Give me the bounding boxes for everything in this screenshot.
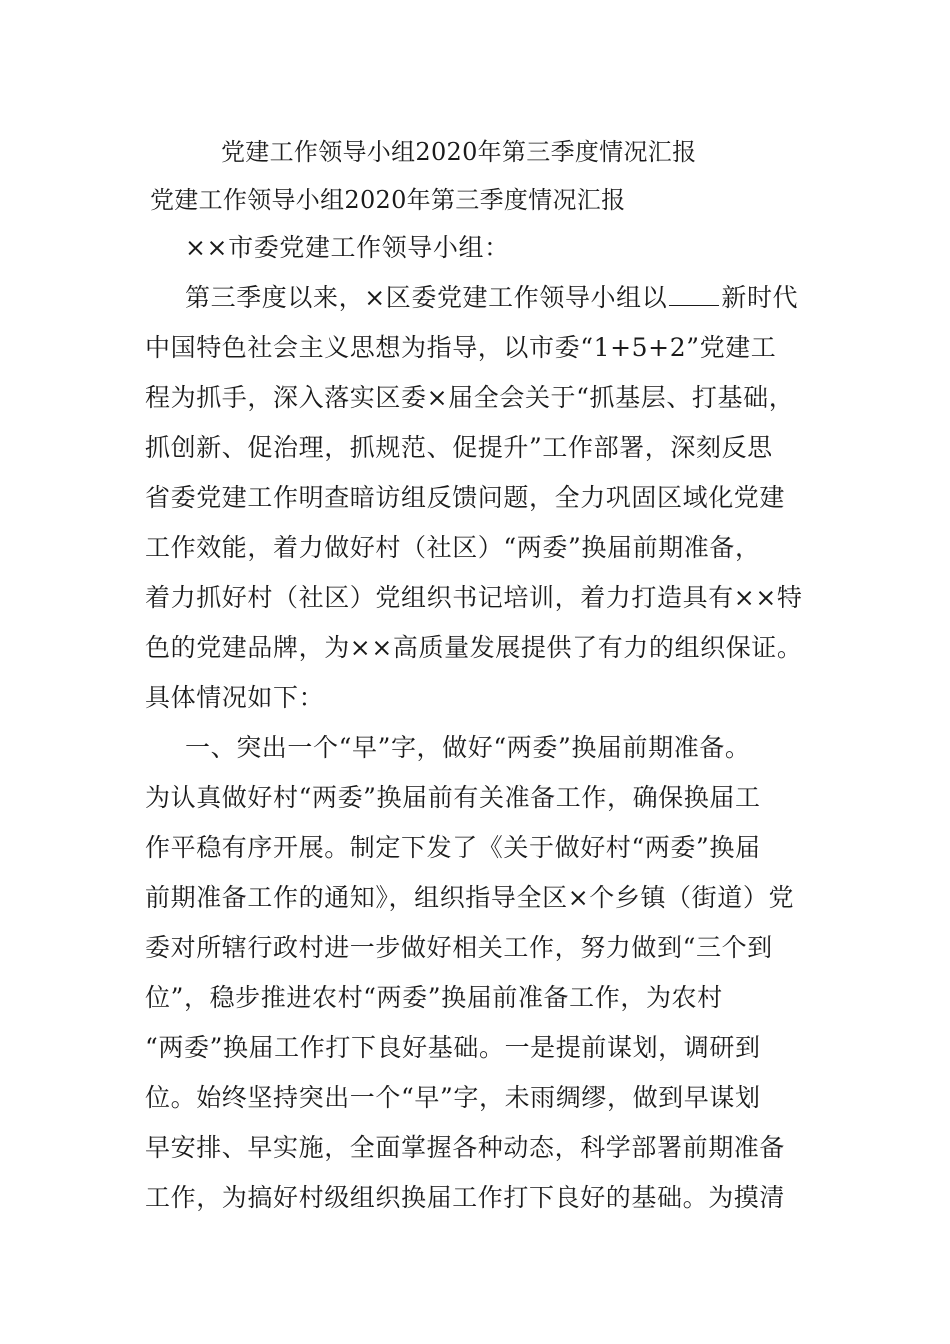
salutation: ××市委党建工作领导小组： (185, 233, 510, 262)
body-line: 省委党建工作明查暗访组反馈问题，全力巩固区域化党建 (145, 483, 786, 512)
section-line: 前期准备工作的通知》，组织指导全区×个乡镇（街道）党 (145, 883, 795, 912)
paragraph-first-line (185, 283, 855, 313)
body-line: 工作效能，着力做好村（社区）“两委”换届前期准备， (145, 533, 761, 562)
body-line: 程为抓手，深入落实区委×届全会关于“抓基层、打基础， (145, 383, 795, 412)
body-line: 着力抓好村（社区）党组织书记培训，着力打造具有××特 (145, 583, 803, 612)
section-line: 为认真做好村“两委”换届前有关准备工作，确保换届工 (145, 783, 761, 812)
paragraph-first-line-end: 新时代 (721, 283, 799, 312)
section-line: “两委”换届工作打下良好基础。一是提前谋划，调研到 (145, 1033, 761, 1062)
section-line: 委对所辖行政村进一步做好相关工作，努力做到“三个到 (145, 933, 773, 962)
section-line: 工作，为搞好村级组织换届工作打下良好的基础。为摸清 (145, 1183, 786, 1212)
body-line: 抓创新、促治理，抓规范、促提升”工作部署，深刻反思 (145, 433, 773, 462)
page-title: 党建工作领导小组2020年第三季度情况汇报 (221, 138, 697, 166)
fill-in-blank (669, 283, 719, 306)
section-line: 位”，稳步推进农村“两委”换届前准备工作，为农村 (145, 983, 723, 1012)
section-line: 位。始终坚持突出一个“早”字，未雨绸缪，做到早谋划 (145, 1083, 761, 1112)
page-subtitle: 党建工作领导小组2020年第三季度情况汇报 (150, 186, 626, 214)
section-heading: 一、突出一个“早”字，做好“两委”换届前期准备。 (185, 733, 751, 762)
paragraph-first-line-start: 第三季度以来，×区委党建工作领导小组以 (185, 283, 668, 312)
section-line: 作平稳有序开展。制定下发了《关于做好村“两委”换届 (145, 833, 761, 862)
body-line: 中国特色社会主义思想为指导，以市委“1+5+2”党建工 (145, 333, 777, 362)
body-line: 色的党建品牌，为××高质量发展提供了有力的组织保证。 (145, 633, 803, 662)
section-line: 早安排、早实施，全面掌握各种动态，科学部署前期准备 (145, 1133, 786, 1162)
body-line: 具体情况如下： (145, 683, 325, 712)
